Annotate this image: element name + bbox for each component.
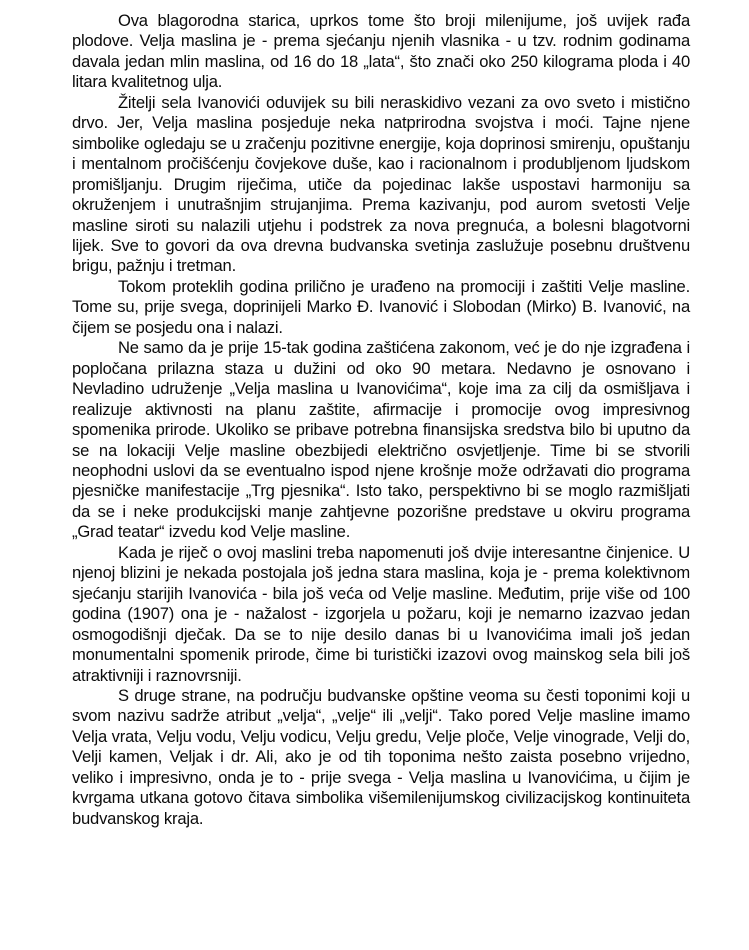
paragraph-two-facts: Kada je riječ o ovoj maslini treba napomenuti još dvije interesantne činjenice. U njenoj blizini je nekada postojala još jedna stara maslina, koja je - prema kolektivnom sjećanju starijih Ivanovića - bila još veća od Velje masline. Međutim, prije više od 100 godina (1907) ona je - nažalost - izgorjela u požaru, koji je nemarno izazvao jedan osmogodišnji dječak. Da se to nije desilo danas bi u Ivanovićima imali još jedan monumentalni spomenik prirode, čime bi turistički izazovi ovog mainskog sela bili još atraktivniji i raznovrsniji. [72,542,690,685]
paragraph-symbolism: Žitelji sela Ivanovići oduvijek su bili neraskidivo vezani za ovo sveto i mistično drvo. Jer, Velja maslina posjeduje neka natprirodna svojstva i moći. Tajne njene simbolike ogledaju se u zračenju pozitivne energije, koja doprinosi smirenju, opuštanju i mentalnom pročišćenju čovjekove duše, kao i racionalnom i produbljenom ljudskom promišljanju. Drugim riječima, utiče da pojedinac lakše uspostavi harmoniju sa okruženjem i unutrašnjim strujanjima. Prema kazivanju, pod aurom svetosti Velje masline siroti su nalazili utjehu i podstrek za nova pregnuća, a bolesni blagotvorni lijek. Sve to govori da ova drevna budvanska svetinja zaslužuje posebnu društvenu brigu, pažnju i tretman. [72,92,690,276]
paragraph-protection-ngo: Ne samo da je prije 15-tak godina zaštićena zakonom, već je do nje izgrađena i popločana prilazna staza u dužini od oko 90 metara. Nedavno je osnovano i Nevladino udruženje „Velja maslina u Ivanovićima“, koje ima za cilj da osmišljava i realizuje aktivnosti na planu zaštite, afirmacije i promocije ovog impresivnog spomenika prirode. Ukoliko se pribave potrebna finansijska sredstva bilo bi uputno da se na lokaciji Velje masline obezbijedi električno osvjetljenje. Time bi se stvorili neophodni uslovi da se eventualno ispod njene krošnje može održavati dio programa pjesničke manifestacije „Trg pjesnika“. Isto tako, perspektivno bi se moglo razmišljati da se i neke produkcijski manje zahtjevne pozorišne predstave u okviru programa „Grad teatar“ izvedu kod Velje masline. [72,338,690,542]
paragraph-olive-age: Ova blagorodna starica, uprkos tome što broji milenijume, još uvijek rađa plodove. Velja maslina je - prema sjećanju njenih vlasnika - u tzv. rodnim godinama davala jedan mlin maslina, od 16 do 18 „lata“, što znači oko 250 kilograma ploda i 40 litara kvalitetnog ulja. [72,11,690,92]
paragraph-promotion-credits: Tokom proteklih godina prilično je urađeno na promociji i zaštiti Velje masline. Tome su, prije svega, doprinijeli Marko Đ. Ivanović i Slobodan (Mirko) B. Ivanović, na čijem se posjedu ona i nalazi. [72,276,690,337]
paragraph-toponyms: S druge strane, na području budvanske opštine veoma su česti toponimi koji u svom nazivu sadrže atribut „velja“, „velje“ ili „velji“. Tako pored Velje masline imamo Velja vrata, Velju vodu, Velju vodicu, Velju gredu, Velje ploče, Velje vinograde, Velji do, Velji kamen, Veljak i dr. Ali, ako je od tih toponima nešto zaista posebno vrijedno, veliko i impresivno, onda je to - prije svega - Velja maslina u Ivanovićima, u čijim je kvrgama utkana gotovo čitava simbolika višemilenijumskog civilizacijskog kontinuiteta budvanskog kraja. [72,685,690,828]
